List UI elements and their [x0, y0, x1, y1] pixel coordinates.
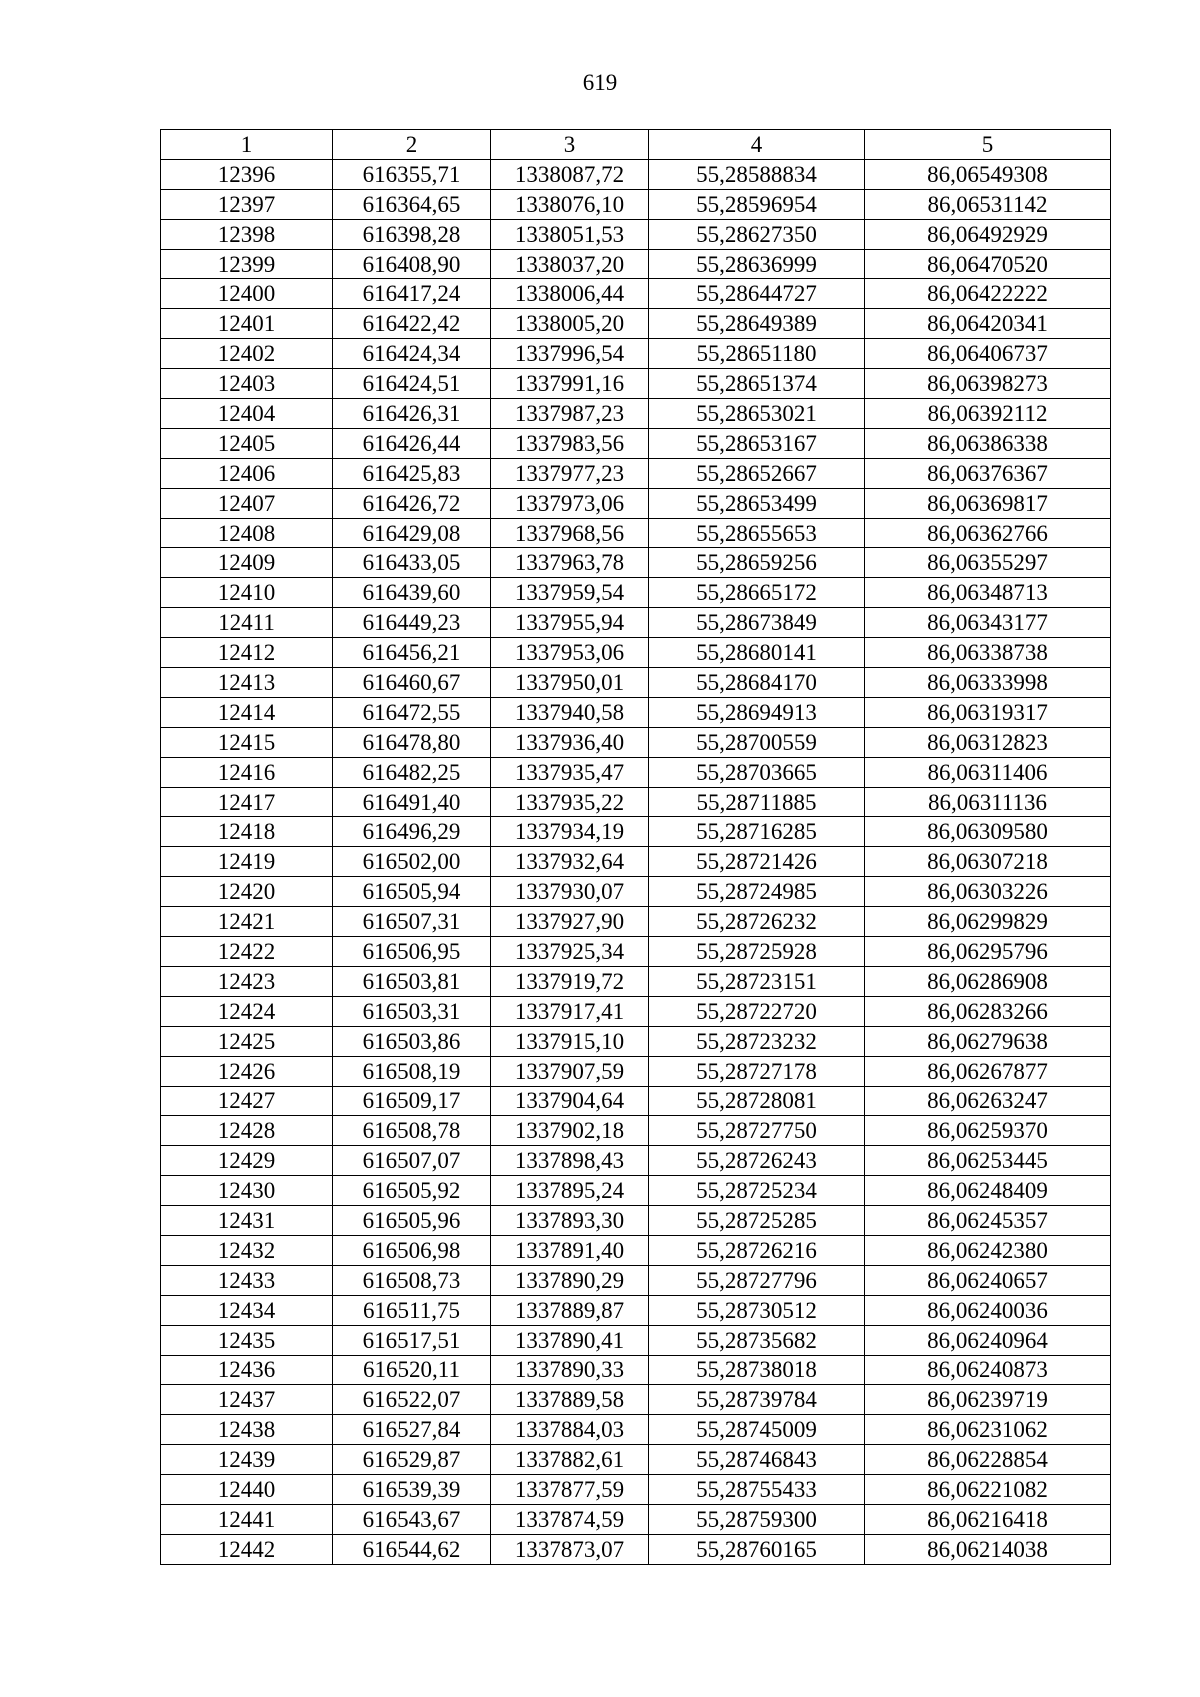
table-row	[161, 1026, 1111, 1056]
table-row	[161, 1295, 1111, 1325]
table-cell-col-5: 86,06263247	[865, 1086, 1111, 1116]
table-row	[161, 488, 1111, 518]
table-cell-col-5: 86,06338738	[865, 638, 1111, 668]
column-header-1: 1	[161, 130, 333, 160]
table-cell-col-1: 12408	[161, 518, 333, 548]
table-cell-col-4: 55,28726243	[649, 1146, 865, 1176]
table-cell-col-4: 55,28727796	[649, 1265, 865, 1295]
table-cell-col-4: 55,28723232	[649, 1026, 865, 1056]
table-cell-col-2: 616426,44	[333, 428, 491, 458]
table-cell-col-2: 616505,94	[333, 877, 491, 907]
table-cell-col-2: 616422,42	[333, 309, 491, 339]
table-cell-col-4: 55,28659256	[649, 548, 865, 578]
table-cell-col-4: 55,28673849	[649, 608, 865, 638]
table-row	[161, 638, 1111, 668]
table-cell-col-4: 55,28746843	[649, 1445, 865, 1475]
table-cell-col-1: 12426	[161, 1056, 333, 1086]
table-cell-col-2: 616508,19	[333, 1056, 491, 1086]
table-cell-col-1: 12415	[161, 727, 333, 757]
table-cell-col-4: 55,28653021	[649, 399, 865, 429]
column-header-3: 3	[491, 130, 649, 160]
table-cell-col-1: 12411	[161, 608, 333, 638]
table-cell-col-1: 12425	[161, 1026, 333, 1056]
table-row	[161, 966, 1111, 996]
table-cell-col-4: 55,28684170	[649, 668, 865, 698]
table-cell-col-5: 86,06406737	[865, 339, 1111, 369]
table-cell-col-2: 616439,60	[333, 578, 491, 608]
table-cell-col-3: 1337882,61	[491, 1445, 649, 1475]
table-cell-col-4: 55,28739784	[649, 1385, 865, 1415]
table-cell-col-5: 86,06376367	[865, 458, 1111, 488]
table-row	[161, 907, 1111, 937]
table-cell-col-1: 12412	[161, 638, 333, 668]
table-cell-col-3: 1337873,07	[491, 1534, 649, 1564]
table-cell-col-5: 86,06355297	[865, 548, 1111, 578]
table-cell-col-3: 1337893,30	[491, 1206, 649, 1236]
table-cell-col-1: 12431	[161, 1206, 333, 1236]
table-cell-col-2: 616408,90	[333, 249, 491, 279]
table-cell-col-3: 1337890,29	[491, 1265, 649, 1295]
table-cell-col-1: 12422	[161, 937, 333, 967]
table-cell-col-5: 86,06392112	[865, 399, 1111, 429]
table-cell-col-5: 86,06242380	[865, 1235, 1111, 1265]
table-cell-col-2: 616505,92	[333, 1176, 491, 1206]
table-cell-col-1: 12400	[161, 279, 333, 309]
table-row	[161, 399, 1111, 429]
table-cell-col-3: 1337891,40	[491, 1235, 649, 1265]
table-row	[161, 1445, 1111, 1475]
table-body	[161, 159, 1111, 1564]
table-cell-col-3: 1337895,24	[491, 1176, 649, 1206]
table-row	[161, 1206, 1111, 1236]
table-cell-col-2: 616417,24	[333, 279, 491, 309]
table-cell-col-4: 55,28722720	[649, 996, 865, 1026]
table-cell-col-2: 616506,98	[333, 1235, 491, 1265]
table-cell-col-5: 86,06549308	[865, 159, 1111, 189]
table-cell-col-5: 86,06492929	[865, 219, 1111, 249]
table-cell-col-2: 616425,83	[333, 458, 491, 488]
table-cell-col-3: 1337991,16	[491, 369, 649, 399]
table-cell-col-2: 616429,08	[333, 518, 491, 548]
table-cell-col-1: 12403	[161, 369, 333, 399]
table-row	[161, 1056, 1111, 1086]
table-cell-col-2: 616502,00	[333, 847, 491, 877]
table-cell-col-3: 1337877,59	[491, 1475, 649, 1505]
table-row	[161, 159, 1111, 189]
table-cell-col-3: 1337907,59	[491, 1056, 649, 1086]
table-cell-col-2: 616543,67	[333, 1504, 491, 1534]
table-cell-col-3: 1338051,53	[491, 219, 649, 249]
table-row	[161, 369, 1111, 399]
table-cell-col-2: 616460,67	[333, 668, 491, 698]
table-row	[161, 1415, 1111, 1445]
table-row	[161, 578, 1111, 608]
table-row	[161, 458, 1111, 488]
table-cell-col-3: 1337935,22	[491, 787, 649, 817]
table-cell-col-1: 12433	[161, 1265, 333, 1295]
table-cell-col-3: 1338006,44	[491, 279, 649, 309]
table-cell-col-3: 1337959,54	[491, 578, 649, 608]
table-cell-col-1: 12434	[161, 1295, 333, 1325]
table-cell-col-1: 12409	[161, 548, 333, 578]
table-cell-col-5: 86,06228854	[865, 1445, 1111, 1475]
table-cell-col-4: 55,28588834	[649, 159, 865, 189]
table-row	[161, 309, 1111, 339]
table-row	[161, 787, 1111, 817]
table-cell-col-1: 12441	[161, 1504, 333, 1534]
table-cell-col-3: 1337898,43	[491, 1146, 649, 1176]
table-cell-col-1: 12432	[161, 1235, 333, 1265]
table-cell-col-5: 86,06420341	[865, 309, 1111, 339]
table-cell-col-1: 12420	[161, 877, 333, 907]
table-row	[161, 1146, 1111, 1176]
table-cell-col-5: 86,06343177	[865, 608, 1111, 638]
table-row	[161, 757, 1111, 787]
table-row	[161, 668, 1111, 698]
table-cell-col-3: 1337930,07	[491, 877, 649, 907]
table-row	[161, 1116, 1111, 1146]
table-cell-col-5: 86,06311406	[865, 757, 1111, 787]
table-cell-col-2: 616449,23	[333, 608, 491, 638]
table-cell-col-2: 616364,65	[333, 189, 491, 219]
table-cell-col-3: 1337940,58	[491, 697, 649, 727]
table-cell-col-1: 12413	[161, 668, 333, 698]
table-cell-col-1: 12404	[161, 399, 333, 429]
table-cell-col-5: 86,06531142	[865, 189, 1111, 219]
table-cell-col-3: 1337983,56	[491, 428, 649, 458]
table-cell-col-2: 616505,96	[333, 1206, 491, 1236]
table-cell-col-4: 55,28651180	[649, 339, 865, 369]
table-cell-col-3: 1337977,23	[491, 458, 649, 488]
table-cell-col-5: 86,06283266	[865, 996, 1111, 1026]
table-cell-col-1: 12414	[161, 697, 333, 727]
table-cell-col-1: 12419	[161, 847, 333, 877]
table-cell-col-5: 86,06240657	[865, 1265, 1111, 1295]
coordinates-table	[160, 129, 1111, 1565]
table-cell-col-5: 86,06221082	[865, 1475, 1111, 1505]
table-cell-col-5: 86,06240036	[865, 1295, 1111, 1325]
table-cell-col-1: 12397	[161, 189, 333, 219]
table-cell-col-2: 616511,75	[333, 1295, 491, 1325]
table-cell-col-1: 12440	[161, 1475, 333, 1505]
table-cell-col-5: 86,06369817	[865, 488, 1111, 518]
table-cell-col-3: 1337996,54	[491, 339, 649, 369]
table-cell-col-1: 12439	[161, 1445, 333, 1475]
table-cell-col-1: 12438	[161, 1415, 333, 1445]
table-cell-col-3: 1337963,78	[491, 548, 649, 578]
table-cell-col-4: 55,28644727	[649, 279, 865, 309]
table-row	[161, 996, 1111, 1026]
column-header-2: 2	[333, 130, 491, 160]
table-cell-col-3: 1338087,72	[491, 159, 649, 189]
table-cell-col-2: 616506,95	[333, 937, 491, 967]
table-cell-col-5: 86,06307218	[865, 847, 1111, 877]
table-cell-col-4: 55,28651374	[649, 369, 865, 399]
table-cell-col-4: 55,28724985	[649, 877, 865, 907]
table-cell-col-5: 86,06240873	[865, 1355, 1111, 1385]
table-cell-col-3: 1337927,90	[491, 907, 649, 937]
table-cell-col-2: 616529,87	[333, 1445, 491, 1475]
table-cell-col-3: 1337953,06	[491, 638, 649, 668]
table-cell-col-2: 616507,31	[333, 907, 491, 937]
table-cell-col-2: 616508,78	[333, 1116, 491, 1146]
table-cell-col-5: 86,06248409	[865, 1176, 1111, 1206]
table-cell-col-5: 86,06362766	[865, 518, 1111, 548]
table-cell-col-5: 86,06214038	[865, 1534, 1111, 1564]
table-row	[161, 1475, 1111, 1505]
table-row	[161, 518, 1111, 548]
table-cell-col-3: 1337890,33	[491, 1355, 649, 1385]
table-cell-col-4: 55,28649389	[649, 309, 865, 339]
table-cell-col-5: 86,06299829	[865, 907, 1111, 937]
table-cell-col-1: 12406	[161, 458, 333, 488]
table-cell-col-5: 86,06470520	[865, 249, 1111, 279]
table-cell-col-1: 12428	[161, 1116, 333, 1146]
table-cell-col-4: 55,28711885	[649, 787, 865, 817]
table-cell-col-2: 616520,11	[333, 1355, 491, 1385]
table-row	[161, 1534, 1111, 1564]
page-number: 619	[582, 70, 618, 95]
table-cell-col-3: 1338076,10	[491, 189, 649, 219]
table-cell-col-2: 616456,21	[333, 638, 491, 668]
table-cell-col-2: 616539,39	[333, 1475, 491, 1505]
table-row	[161, 608, 1111, 638]
table-cell-col-1: 12421	[161, 907, 333, 937]
table-cell-col-5: 86,06240964	[865, 1325, 1111, 1355]
table-cell-col-4: 55,28700559	[649, 727, 865, 757]
table-cell-col-3: 1337915,10	[491, 1026, 649, 1056]
table-cell-col-2: 616522,07	[333, 1385, 491, 1415]
table-cell-col-5: 86,06348713	[865, 578, 1111, 608]
table-cell-col-3: 1337874,59	[491, 1504, 649, 1534]
table-cell-col-2: 616503,86	[333, 1026, 491, 1056]
table-cell-col-1: 12416	[161, 757, 333, 787]
table-cell-col-5: 86,06309580	[865, 817, 1111, 847]
table-cell-col-5: 86,06239719	[865, 1385, 1111, 1415]
table-cell-col-5: 86,06386338	[865, 428, 1111, 458]
table-cell-col-3: 1337904,64	[491, 1086, 649, 1116]
table-cell-col-3: 1337987,23	[491, 399, 649, 429]
table-cell-col-4: 55,28725928	[649, 937, 865, 967]
table-cell-col-4: 55,28728081	[649, 1086, 865, 1116]
table-cell-col-4: 55,28652667	[649, 458, 865, 488]
table-cell-col-1: 12398	[161, 219, 333, 249]
table-cell-col-5: 86,06422222	[865, 279, 1111, 309]
table-cell-col-5: 86,06267877	[865, 1056, 1111, 1086]
table-cell-col-4: 55,28653167	[649, 428, 865, 458]
table-cell-col-2: 616478,80	[333, 727, 491, 757]
table-row	[161, 1176, 1111, 1206]
table-cell-col-2: 616503,31	[333, 996, 491, 1026]
table-cell-col-1: 12436	[161, 1355, 333, 1385]
table-row	[161, 1504, 1111, 1534]
table-cell-col-3: 1338005,20	[491, 309, 649, 339]
table-row	[161, 339, 1111, 369]
table-cell-col-4: 55,28596954	[649, 189, 865, 219]
table-cell-col-2: 616424,34	[333, 339, 491, 369]
table-cell-col-5: 86,06259370	[865, 1116, 1111, 1146]
table-cell-col-4: 55,28636999	[649, 249, 865, 279]
table-cell-col-4: 55,28723151	[649, 966, 865, 996]
table-cell-col-3: 1337902,18	[491, 1116, 649, 1146]
table-cell-col-2: 616355,71	[333, 159, 491, 189]
column-header-4: 4	[649, 130, 865, 160]
table-header-row	[161, 130, 1111, 160]
table-cell-col-1: 12423	[161, 966, 333, 996]
table-cell-col-2: 616503,81	[333, 966, 491, 996]
table-cell-col-3: 1337890,41	[491, 1325, 649, 1355]
table-cell-col-2: 616496,29	[333, 817, 491, 847]
table-cell-col-3: 1337968,56	[491, 518, 649, 548]
table-cell-col-2: 616398,28	[333, 219, 491, 249]
table-cell-col-5: 86,06286908	[865, 966, 1111, 996]
table-cell-col-5: 86,06245357	[865, 1206, 1111, 1236]
table-cell-col-3: 1337936,40	[491, 727, 649, 757]
table-cell-col-4: 55,28759300	[649, 1504, 865, 1534]
table-cell-col-2: 616527,84	[333, 1415, 491, 1445]
table-row	[161, 249, 1111, 279]
table-cell-col-5: 86,06216418	[865, 1504, 1111, 1534]
table-cell-col-2: 616491,40	[333, 787, 491, 817]
table-cell-col-2: 616426,72	[333, 488, 491, 518]
table-cell-col-3: 1337932,64	[491, 847, 649, 877]
table-cell-col-2: 616472,55	[333, 697, 491, 727]
table-cell-col-3: 1337917,41	[491, 996, 649, 1026]
table-cell-col-4: 55,28653499	[649, 488, 865, 518]
table-cell-col-1: 12410	[161, 578, 333, 608]
table-cell-col-2: 616544,62	[333, 1534, 491, 1564]
table-cell-col-4: 55,28655653	[649, 518, 865, 548]
table-cell-col-4: 55,28745009	[649, 1415, 865, 1445]
table-cell-col-1: 12405	[161, 428, 333, 458]
table-cell-col-5: 86,06295796	[865, 937, 1111, 967]
table-cell-col-3: 1337973,06	[491, 488, 649, 518]
table-cell-col-5: 86,06319317	[865, 697, 1111, 727]
table-cell-col-4: 55,28726216	[649, 1235, 865, 1265]
table-row	[161, 817, 1111, 847]
table-row	[161, 697, 1111, 727]
table-cell-col-1: 12417	[161, 787, 333, 817]
table-row	[161, 937, 1111, 967]
table-cell-col-2: 616517,51	[333, 1325, 491, 1355]
table-cell-col-4: 55,28680141	[649, 638, 865, 668]
table-cell-col-3: 1338037,20	[491, 249, 649, 279]
table-cell-col-1: 12437	[161, 1385, 333, 1415]
table-cell-col-1: 12407	[161, 488, 333, 518]
table-row	[161, 1086, 1111, 1116]
table-cell-col-3: 1337934,19	[491, 817, 649, 847]
table-cell-col-4: 55,28725234	[649, 1176, 865, 1206]
table-cell-col-3: 1337925,34	[491, 937, 649, 967]
table-row	[161, 1235, 1111, 1265]
table-cell-col-3: 1337955,94	[491, 608, 649, 638]
table-cell-col-4: 55,28760165	[649, 1534, 865, 1564]
table-cell-col-1: 12429	[161, 1146, 333, 1176]
table-row	[161, 279, 1111, 309]
table-cell-col-4: 55,28755433	[649, 1475, 865, 1505]
table-cell-col-3: 1337889,87	[491, 1295, 649, 1325]
table-row	[161, 219, 1111, 249]
table-row	[161, 1265, 1111, 1295]
table-cell-col-4: 55,28727750	[649, 1116, 865, 1146]
table-cell-col-4: 55,28730512	[649, 1295, 865, 1325]
table-cell-col-4: 55,28726232	[649, 907, 865, 937]
table-cell-col-1: 12396	[161, 159, 333, 189]
table-cell-col-2: 616482,25	[333, 757, 491, 787]
table-cell-col-4: 55,28721426	[649, 847, 865, 877]
table-cell-col-3: 1337884,03	[491, 1415, 649, 1445]
table-cell-col-1: 12442	[161, 1534, 333, 1564]
table-row	[161, 847, 1111, 877]
table-row	[161, 1355, 1111, 1385]
table-cell-col-5: 86,06303226	[865, 877, 1111, 907]
table-cell-col-4: 55,28738018	[649, 1355, 865, 1385]
table-cell-col-2: 616424,51	[333, 369, 491, 399]
table-cell-col-5: 86,06279638	[865, 1026, 1111, 1056]
table-cell-col-1: 12435	[161, 1325, 333, 1355]
table-cell-col-5: 86,06253445	[865, 1146, 1111, 1176]
table-row	[161, 727, 1111, 757]
table-cell-col-5: 86,06333998	[865, 668, 1111, 698]
column-header-5: 5	[865, 130, 1111, 160]
table-cell-col-5: 86,06231062	[865, 1415, 1111, 1445]
table-cell-col-3: 1337935,47	[491, 757, 649, 787]
table-cell-col-1: 12401	[161, 309, 333, 339]
table-cell-col-5: 86,06398273	[865, 369, 1111, 399]
table-cell-col-1: 12427	[161, 1086, 333, 1116]
table-row	[161, 877, 1111, 907]
table-cell-col-2: 616509,17	[333, 1086, 491, 1116]
table-row	[161, 548, 1111, 578]
table-cell-col-2: 616433,05	[333, 548, 491, 578]
table-cell-col-3: 1337889,58	[491, 1385, 649, 1415]
table-cell-col-5: 86,06311136	[865, 787, 1111, 817]
table-cell-col-4: 55,28716285	[649, 817, 865, 847]
table-cell-col-4: 55,28665172	[649, 578, 865, 608]
table-cell-col-1: 12418	[161, 817, 333, 847]
table-cell-col-4: 55,28727178	[649, 1056, 865, 1086]
table-cell-col-4: 55,28735682	[649, 1325, 865, 1355]
table-cell-col-3: 1337950,01	[491, 668, 649, 698]
table-cell-col-4: 55,28627350	[649, 219, 865, 249]
table-row	[161, 428, 1111, 458]
table-cell-col-1: 12399	[161, 249, 333, 279]
table-cell-col-1: 12402	[161, 339, 333, 369]
table-cell-col-1: 12424	[161, 996, 333, 1026]
table-cell-col-1: 12430	[161, 1176, 333, 1206]
table-cell-col-4: 55,28703665	[649, 757, 865, 787]
table-cell-col-5: 86,06312823	[865, 727, 1111, 757]
table-cell-col-3: 1337919,72	[491, 966, 649, 996]
table-cell-col-4: 55,28694913	[649, 697, 865, 727]
table-row	[161, 1325, 1111, 1355]
table-row	[161, 1385, 1111, 1415]
table-cell-col-2: 616508,73	[333, 1265, 491, 1295]
table-cell-col-2: 616507,07	[333, 1146, 491, 1176]
table-cell-col-2: 616426,31	[333, 399, 491, 429]
table-row	[161, 189, 1111, 219]
table-cell-col-4: 55,28725285	[649, 1206, 865, 1236]
